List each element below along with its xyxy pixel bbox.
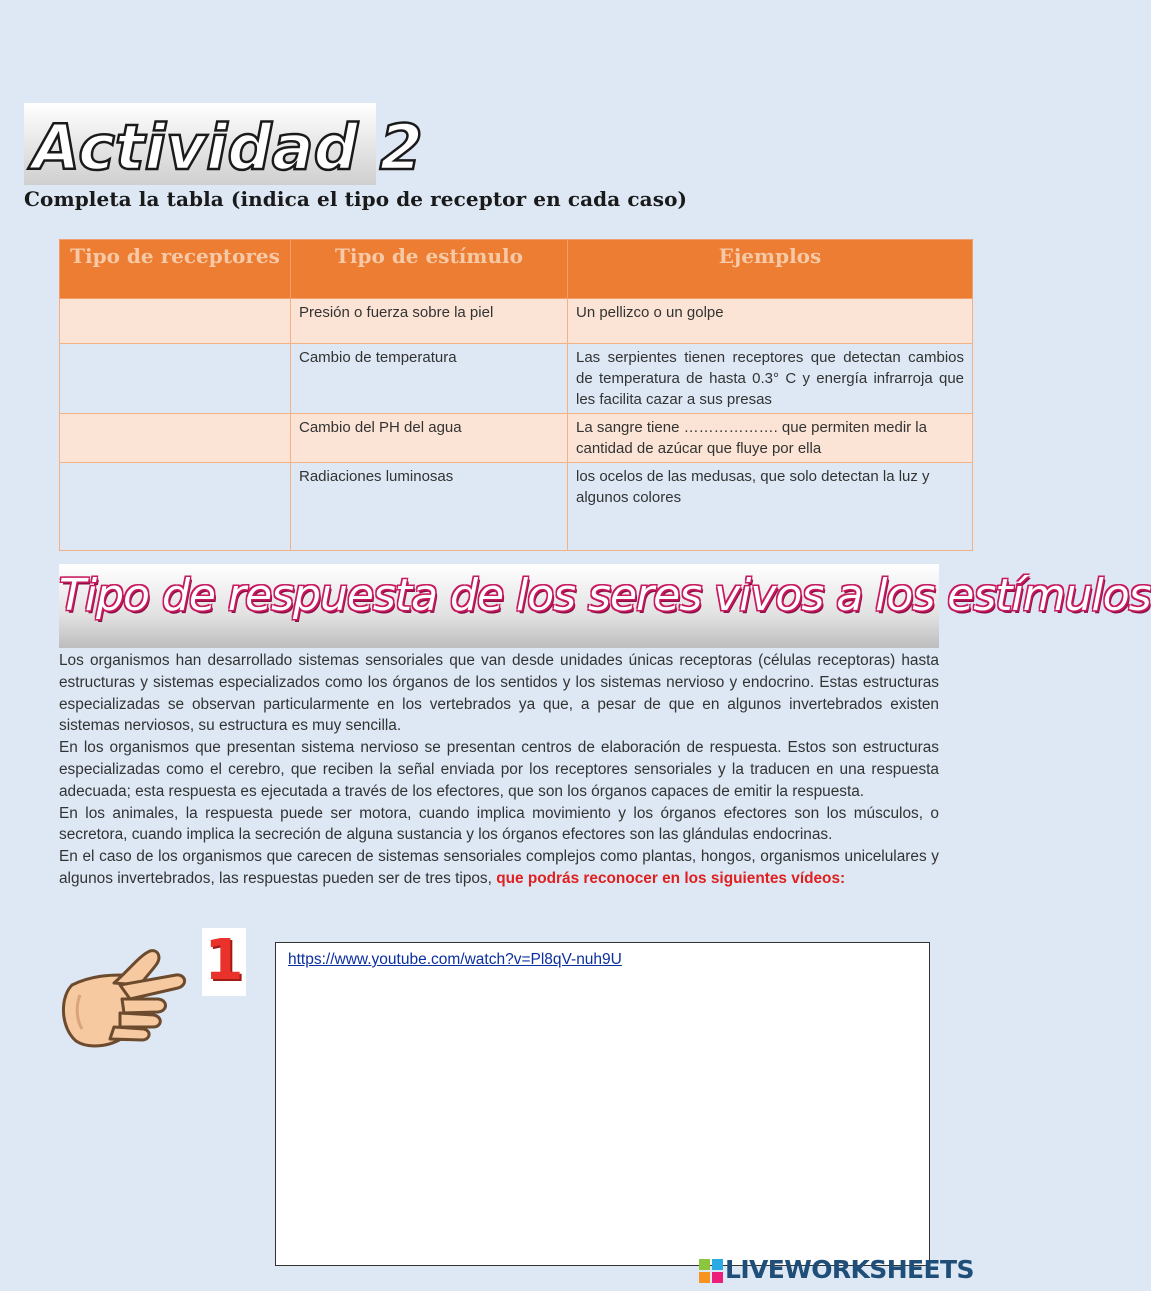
section-title: Tipo de respuesta de los seres vivos a los estímulos	[59, 570, 1151, 621]
receptor-answer-input-1[interactable]	[68, 302, 282, 338]
brand-blocks-icon	[699, 1259, 723, 1283]
video-number: 1	[204, 928, 244, 993]
header-receptor-type: Tipo de receptores	[60, 240, 291, 299]
table-row	[60, 414, 973, 463]
table-row	[60, 463, 973, 551]
activity-title-banner	[24, 103, 423, 185]
videos-highlight: que podrás reconocer en los siguientes vídeos:	[496, 869, 846, 887]
paragraph: En los animales, la respuesta puede ser motora, cuando implica movimiento y los órganos efectores son los músculos, o secretora, cuando implica la secreción de alguna sustancia y los órganos efectores son las glándulas endocrinas.	[59, 804, 939, 844]
example-cell: La sangre tiene ………………. que permiten medir la cantidad de azúcar que fluye por ella	[568, 414, 973, 463]
video-number-badge	[202, 928, 246, 996]
activity-title-graphic	[24, 103, 423, 185]
section-title-banner	[59, 564, 1151, 648]
table-header-row	[60, 240, 973, 299]
header-stimulus-type: Tipo de estímulo	[291, 240, 568, 299]
table-row	[60, 299, 973, 344]
table-row	[60, 344, 973, 414]
receptor-answer-cell[interactable]	[60, 463, 291, 551]
stimulus-cell: Presión o fuerza sobre la piel	[291, 299, 568, 344]
pointing-hand-icon	[58, 945, 190, 1049]
header-examples: Ejemplos	[568, 240, 973, 299]
paragraph: En los organismos que presentan sistema nervioso se presentan centros de elaboración de respuesta. Estos son estructuras especializadas como el cerebro, que reciben la señal enviada por los receptores sensoriales y la traducen en una respuesta adecuada; esta respuesta es ejecutada a través de los efectores, que son los órganos capaces de emitir la respuesta.	[59, 739, 939, 800]
body-text	[59, 650, 939, 890]
video-frame[interactable]	[275, 942, 930, 1266]
paragraph-videos	[59, 846, 939, 890]
example-cell: Un pellizco o un golpe	[568, 299, 973, 344]
stimulus-cell: Cambio de temperatura	[291, 344, 568, 414]
receptor-answer-cell[interactable]	[60, 344, 291, 414]
receptor-answer-input-3[interactable]	[68, 417, 282, 453]
brand-name: LIVEWORKSHEETS	[725, 1255, 974, 1284]
receptor-answer-input-2[interactable]	[68, 347, 282, 383]
paragraph: Los organismos han desarrollado sistemas sensoriales que van desde unidades únicas receptoras (células receptoras) hasta estructuras y sistemas especializados como los órganos de los sentidos y los sistemas nervioso y endocrino. Estas estructuras especializadas se observan particularmente en los vertebrados ya que, a pesar de que en algunos invertebrados existen sistemas nerviosos, su estructura es muy sencilla.	[59, 652, 939, 735]
brand-logo[interactable]	[699, 1255, 997, 1285]
paragraph-text: En el caso de los organismos que carecen de sistemas sensoriales complejos como plantas, hongos, organismos unicelulares y algunos invertebrados, las respuestas pueden ser de tres tipos,	[59, 848, 939, 887]
activity-title: Actividad 2	[32, 111, 423, 184]
example-cell: Las serpientes tienen receptores que detectan cambios de temperatura de hasta 0.3° C y energía infrarroja que les facilita cazar a sus presas	[568, 344, 973, 414]
instruction-text: Completa la tabla (indica el tipo de receptor en cada caso)	[24, 187, 688, 211]
stimulus-cell: Cambio del PH del agua	[291, 414, 568, 463]
example-cell: los ocelos de las medusas, que solo detectan la luz y algunos colores	[568, 463, 973, 551]
receptor-answer-cell[interactable]	[60, 299, 291, 344]
stimulus-cell: Radiaciones luminosas	[291, 463, 568, 551]
receptor-answer-input-4[interactable]	[68, 466, 282, 502]
video-link[interactable]: https://www.youtube.com/watch?v=Pl8qV-nuh9U	[288, 951, 622, 968]
receptor-table	[59, 239, 973, 551]
receptor-answer-cell[interactable]	[60, 414, 291, 463]
